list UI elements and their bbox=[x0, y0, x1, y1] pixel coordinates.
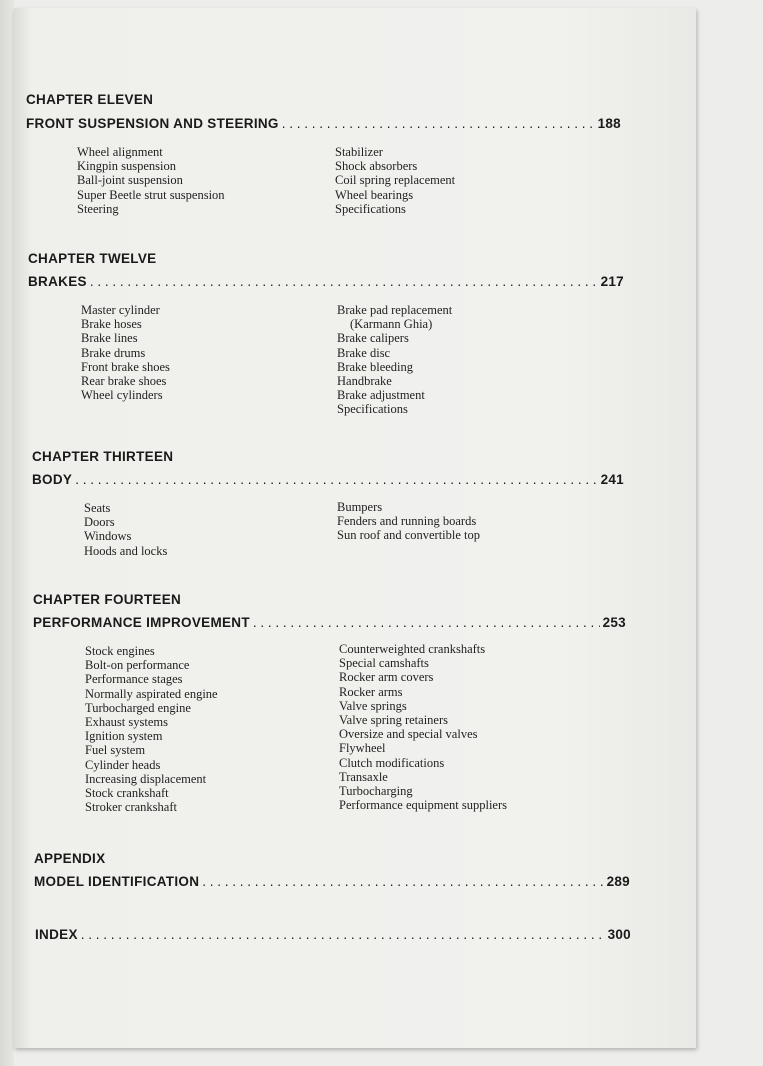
topic-item: Increasing displacement bbox=[85, 771, 207, 786]
topic-item: Special camshafts bbox=[339, 656, 429, 671]
topic-item: Windows bbox=[84, 529, 132, 544]
topic-item: Valve springs bbox=[339, 698, 407, 713]
topic-item: Brake hoses bbox=[81, 317, 142, 332]
dot-leader bbox=[253, 615, 600, 630]
toc-entry-title: MODEL IDENTIFICATION bbox=[34, 874, 200, 889]
topic-item: Super Beetle strut suspension bbox=[77, 187, 225, 202]
chapter-heading: CHAPTER FOURTEEN bbox=[33, 592, 182, 607]
chapter-heading: CHAPTER TWELVE bbox=[28, 251, 157, 266]
page-edge bbox=[0, 0, 14, 1066]
toc-page-number: 300 bbox=[607, 927, 631, 942]
topic-item: Wheel bearings bbox=[335, 187, 414, 202]
topic-item: Valve spring retainers bbox=[339, 713, 448, 728]
topic-item: Rocker arms bbox=[339, 684, 403, 699]
topic-item: Ignition system bbox=[85, 729, 163, 744]
topic-item: Brake adjustment bbox=[337, 388, 425, 403]
topic-item: Oversize and special valves bbox=[339, 727, 478, 742]
book-page bbox=[14, 8, 696, 1048]
topic-item: Specifications bbox=[337, 402, 408, 417]
topic-item: Flywheel bbox=[339, 741, 386, 756]
topic-item: Turbocharged engine bbox=[85, 700, 191, 715]
topic-item: Brake pad replacement bbox=[337, 303, 453, 317]
topic-item: Brake bleeding bbox=[337, 359, 414, 374]
topic-item: Doors bbox=[84, 515, 115, 530]
topic-list-left bbox=[84, 501, 167, 558]
topic-item: Counterweighted crankshafts bbox=[339, 642, 486, 656]
chapter-heading: CHAPTER THIRTEEN bbox=[32, 449, 174, 464]
toc-entry-performance[interactable] bbox=[33, 615, 626, 630]
toc-entry-model-identification[interactable] bbox=[34, 874, 630, 889]
topic-item: Kingpin suspension bbox=[77, 159, 176, 174]
topic-item: Wheel cylinders bbox=[81, 388, 163, 403]
topic-item: Cylinder heads bbox=[85, 757, 161, 772]
topic-item: Front brake shoes bbox=[81, 359, 170, 374]
topic-item: Specifications bbox=[335, 201, 406, 216]
topic-item: Transaxle bbox=[339, 769, 388, 784]
chapter-heading: CHAPTER ELEVEN bbox=[26, 92, 154, 107]
dot-leader bbox=[81, 927, 605, 942]
topic-item: Brake drums bbox=[81, 345, 146, 360]
dot-leader bbox=[282, 116, 595, 131]
topic-item: Fenders and running boards bbox=[337, 514, 477, 529]
toc-entry-brakes[interactable] bbox=[28, 274, 624, 289]
topic-item: (Karmann Ghia) bbox=[350, 317, 433, 332]
topic-item: Rocker arm covers bbox=[339, 670, 434, 685]
topic-item: Master cylinder bbox=[81, 303, 160, 317]
topic-item: Stabilizer bbox=[335, 145, 383, 159]
topic-item: Sun roof and convertible top bbox=[337, 528, 481, 543]
topic-list-left bbox=[77, 145, 225, 216]
topic-list-right bbox=[337, 500, 480, 543]
topic-item: Stroker crankshaft bbox=[85, 800, 177, 815]
topic-item: Normally aspirated engine bbox=[85, 686, 218, 701]
dot-leader bbox=[75, 472, 597, 487]
topic-item: Brake lines bbox=[81, 331, 138, 346]
toc-page-number: 188 bbox=[597, 116, 621, 131]
topic-list-right bbox=[339, 642, 507, 812]
topic-item: Brake calipers bbox=[337, 331, 409, 346]
topic-item: Hoods and locks bbox=[84, 543, 168, 558]
dot-leader bbox=[202, 874, 603, 889]
topic-item: Shock absorbers bbox=[335, 159, 418, 174]
topic-item: Fuel system bbox=[85, 743, 146, 758]
topic-item: Steering bbox=[77, 201, 119, 216]
topic-item: Seats bbox=[84, 501, 111, 515]
topic-item: Stock engines bbox=[85, 644, 155, 658]
toc-entry-title: BODY bbox=[32, 472, 73, 487]
toc-entry-title: PERFORMANCE IMPROVEMENT bbox=[33, 615, 250, 630]
topic-item: Stock crankshaft bbox=[85, 786, 169, 801]
toc-entry-title: INDEX bbox=[35, 927, 78, 942]
topic-item: Handbrake bbox=[337, 374, 392, 389]
toc-entry-title: BRAKES bbox=[28, 274, 87, 289]
topic-list-left bbox=[81, 303, 170, 402]
topic-item: Exhaust systems bbox=[85, 715, 168, 730]
topic-item: Rear brake shoes bbox=[81, 374, 167, 389]
topic-list-left bbox=[85, 644, 218, 814]
toc-page-number: 241 bbox=[600, 472, 624, 487]
topic-list-right bbox=[337, 303, 452, 417]
toc-entry-body[interactable] bbox=[32, 472, 624, 487]
topic-item: Performance stages bbox=[85, 672, 183, 687]
toc-page-number: 217 bbox=[600, 274, 624, 289]
topic-item: Bumpers bbox=[337, 500, 383, 514]
topic-item: Turbocharging bbox=[339, 784, 413, 799]
dot-leader bbox=[90, 274, 598, 289]
toc-entry-front-suspension[interactable] bbox=[26, 116, 621, 131]
topic-item: Brake disc bbox=[337, 345, 391, 360]
appendix-heading: APPENDIX bbox=[34, 851, 106, 866]
topic-item: Clutch modifications bbox=[339, 755, 445, 770]
toc-page-number: 253 bbox=[602, 615, 626, 630]
topic-list-right bbox=[335, 145, 455, 216]
toc-entry-index[interactable] bbox=[35, 927, 631, 942]
topic-item: Performance equipment suppliers bbox=[339, 798, 508, 813]
topic-item: Coil spring replacement bbox=[335, 173, 456, 188]
topic-item: Ball-joint suspension bbox=[77, 173, 183, 188]
toc-entry-title: FRONT SUSPENSION AND STEERING bbox=[26, 116, 279, 131]
toc-page-number: 289 bbox=[606, 874, 630, 889]
topic-item: Wheel alignment bbox=[77, 145, 163, 159]
topic-item: Bolt-on performance bbox=[85, 658, 190, 673]
